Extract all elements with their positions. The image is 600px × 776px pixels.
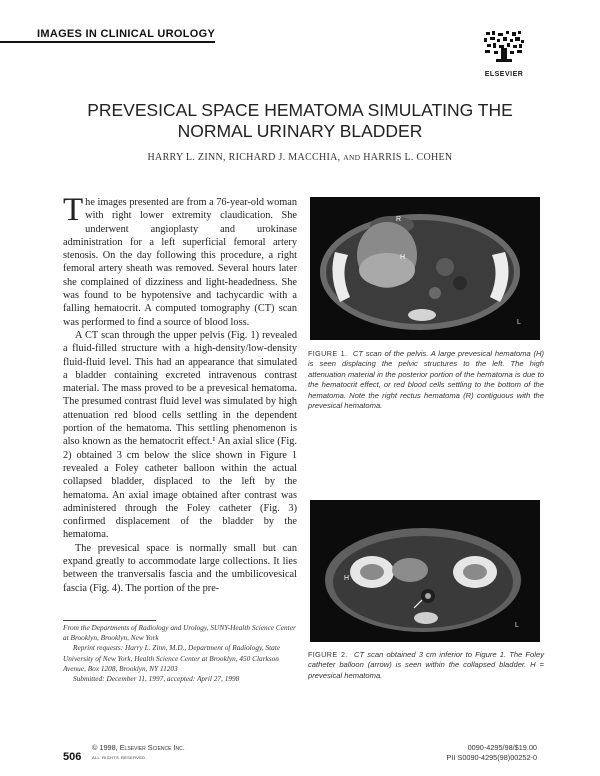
footnote-affiliation: From the Departments of Radiology and Urology, SUNY-Health Science Center at Brooklyn, Brooklyn, New York: [63, 623, 296, 643]
drop-cap: T: [63, 192, 84, 228]
paragraph-1: The images presented are from a 76-year-old woman with right lower extremity claudication. She underwent angioplasty and urokinase administration for a left superficial femoral artery stenosis. On the day following this procedure, a right femoral artery sheath was removed. Several hours later she complained of dizziness and light-headedness. She was found to be hypotensive and tachycardic with a falling hematocrit. A computed tomography (CT) scan was performed to find a source of blood loss.: [63, 192, 297, 328]
figure-1-caption: FIGURE 1. CT scan of the pelvis. A large prevesical hematoma (H) is seen displacing the pelvic structures to the left. The high attenuation material in the posterior portion of the hematoma is due to the hematocrit effect, or red blood cells settling to the bottom of the hematoma. Note the right rectus hematoma (R) contiguous with the prevesical hematoma.: [308, 349, 544, 411]
figure-2-image: [310, 500, 540, 642]
figure-2-label-h: H: [344, 575, 350, 582]
body-text: [63, 192, 297, 595]
article-title: PREVESICAL SPACE HEMATOMA SIMULATING THE NORMAL URINARY BLADDER: [87, 100, 513, 141]
figure-1-label-h: H: [400, 254, 406, 261]
figure-1-image: [310, 197, 540, 340]
footnote-rule: [63, 620, 156, 621]
author-list: HARRY L. ZINN, RICHARD J. MACCHIA, AND HARRIS L. COHEN: [147, 152, 453, 163]
publisher-logo: [482, 30, 526, 78]
footnotes: [63, 623, 303, 684]
figure-1-label-side: L: [517, 319, 521, 326]
paragraph-3: The prevesical space is normally small but can expand greatly to accommodate large collections. It lies between the tranversalis fascia and the umbilicovesical fascia (Fig. 4). The portion of the pre-: [63, 542, 297, 594]
article-codes: 0090-4295/98/$19.00 PII S0090-4295(98)00252-0: [446, 743, 537, 762]
header-rule: [0, 41, 215, 43]
footnote-reprint: Reprint requests: Harry L. Zinn, M.D., Department of Radiology, State University of New York, Health Science Center at Brooklyn, 450 Clarkson Avenue, Box 1208, Brooklyn, NY 11203: [63, 643, 281, 673]
paragraph-2: A CT scan through the upper pelvis (Fig. 1) revealed a fluid-filled structure with a high-density/low-density fluid-fluid level. This had an appearance that simulated a bladder containing excreted intravenous contrast material. The mass proved to be a prevesical hematoma. The presumed contrast fluid level was simulated by high attenuation red blood cells settling in the dependent portion of the hematoma. This settling phenomenon is also known as the hematocrit effect.¹ An axial slice (Fig. 2) obtained 3 cm below the slice shown in Figure 1 revealed a Foley catheter balloon within the actual collapsed bladder, displaced to the left by the hematoma. An axial image obtained after contrast was administered through the Foley catheter (Fig. 3) confirmed displacement of the bladder by the hematoma.: [63, 329, 297, 541]
section-label: IMAGES IN CLINICAL UROLOGY: [37, 28, 216, 40]
figure-2-label: FIGURE 2.: [308, 650, 348, 659]
figure-1-label-r: R: [396, 216, 402, 223]
page-number: 506: [63, 751, 82, 763]
copyright: © 1998, Elsevier Science Inc. all rights reserved: [92, 743, 185, 761]
figure-2-label-side: L: [515, 622, 519, 629]
figure-2-caption: FIGURE 2. CT scan obtained 3 cm inferior to Figure 1. The Foley catheter balloon (arrow) is seen within the collapsed bladder. H = prevesical hematoma.: [308, 650, 544, 680]
figure-1-label: FIGURE 1.: [308, 349, 348, 358]
elsevier-tree-icon: [482, 30, 526, 64]
footnote-submitted: Submitted: December 11, 1997, accepted: April 27, 1998: [73, 674, 240, 684]
publisher-name: ELSEVIER: [484, 71, 524, 78]
